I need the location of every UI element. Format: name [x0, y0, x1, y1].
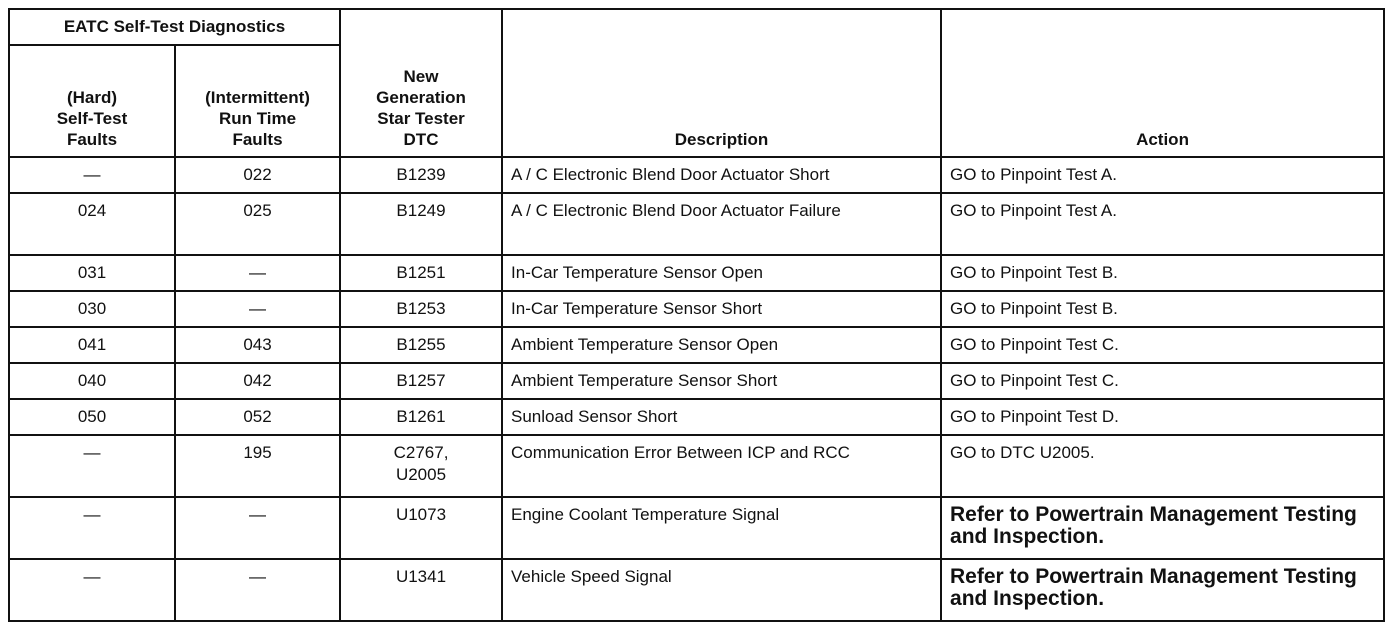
dtc-cell — [340, 435, 502, 497]
action-cell: GO to DTC U2005. — [941, 435, 1384, 497]
dtc-header-line: New — [403, 67, 439, 86]
description-cell: Engine Coolant Temperature Signal — [502, 497, 941, 559]
table-row — [9, 399, 1384, 435]
hard-faults-column-header — [9, 45, 175, 157]
dtc-line: C2767, — [393, 443, 449, 462]
intermittent-fault-cell: 022 — [175, 157, 340, 193]
intermittent-fault-cell: — — [175, 497, 340, 559]
description-cell: In-Car Temperature Sensor Short — [502, 291, 941, 327]
hard-fault-cell: — — [9, 497, 175, 559]
intermittent-fault-cell: 025 — [175, 193, 340, 255]
hard-header-line: Faults — [66, 130, 118, 149]
description-cell: Ambient Temperature Sensor Open — [502, 327, 941, 363]
description-cell: In-Car Temperature Sensor Open — [502, 255, 941, 291]
hard-fault-cell: 050 — [9, 399, 175, 435]
hard-fault-cell: 040 — [9, 363, 175, 399]
eatc-diagnostics-table — [8, 8, 1385, 622]
table-row — [9, 193, 1384, 255]
dtc-header-line: Star Tester — [377, 109, 465, 128]
dtc-cell: B1239 — [340, 157, 502, 193]
intermittent-header-line: Run Time — [218, 109, 297, 128]
table-row — [9, 497, 1384, 559]
dtc-column-header — [340, 9, 502, 157]
hard-fault-cell: 030 — [9, 291, 175, 327]
hard-fault-cell: 031 — [9, 255, 175, 291]
dtc-cell: B1251 — [340, 255, 502, 291]
table-row — [9, 157, 1384, 193]
table-row — [9, 291, 1384, 327]
dtc-cell: U1341 — [340, 559, 502, 621]
action-cell: GO to Pinpoint Test C. — [941, 327, 1384, 363]
dtc-line: U2005 — [395, 465, 447, 484]
description-cell: Vehicle Speed Signal — [502, 559, 941, 621]
action-cell: GO to Pinpoint Test C. — [941, 363, 1384, 399]
action-cell: Refer to Powertrain Management Testing and Inspection. — [941, 497, 1384, 559]
hard-header-line: (Hard) — [66, 88, 118, 107]
dtc-header-line: DTC — [403, 130, 439, 149]
intermittent-header-line: Faults — [232, 130, 283, 149]
action-cell: GO to Pinpoint Test A. — [941, 193, 1384, 255]
dtc-cell: B1255 — [340, 327, 502, 363]
description-cell: Sunload Sensor Short — [502, 399, 941, 435]
hard-header-line: Self-Test — [56, 109, 128, 128]
action-column-header: Action — [941, 9, 1384, 157]
action-cell: Refer to Powertrain Management Testing and Inspection. — [941, 559, 1384, 621]
hard-fault-cell: — — [9, 435, 175, 497]
intermittent-fault-cell: — — [175, 559, 340, 621]
intermittent-fault-cell: 043 — [175, 327, 340, 363]
intermittent-fault-cell: 042 — [175, 363, 340, 399]
table-row — [9, 559, 1384, 621]
intermittent-fault-cell: 195 — [175, 435, 340, 497]
action-cell: GO to Pinpoint Test B. — [941, 291, 1384, 327]
dtc-cell: U1073 — [340, 497, 502, 559]
hard-fault-cell: 024 — [9, 193, 175, 255]
table-row — [9, 327, 1384, 363]
description-cell: A / C Electronic Blend Door Actuator Failure — [502, 193, 941, 255]
intermittent-header-line: (Intermittent) — [205, 88, 310, 107]
table-row — [9, 255, 1384, 291]
description-column-header: Description — [502, 9, 941, 157]
action-cell: GO to Pinpoint Test B. — [941, 255, 1384, 291]
dtc-cell: B1261 — [340, 399, 502, 435]
action-cell: GO to Pinpoint Test A. — [941, 157, 1384, 193]
intermittent-faults-column-header — [175, 45, 340, 157]
intermittent-fault-cell: 052 — [175, 399, 340, 435]
eatc-group-header: EATC Self-Test Diagnostics — [9, 9, 340, 45]
hard-fault-cell: — — [9, 559, 175, 621]
dtc-header-line: Generation — [376, 88, 466, 107]
action-cell: GO to Pinpoint Test D. — [941, 399, 1384, 435]
dtc-cell: B1257 — [340, 363, 502, 399]
table-row — [9, 363, 1384, 399]
dtc-cell: B1253 — [340, 291, 502, 327]
table-row — [9, 435, 1384, 497]
description-cell: Communication Error Between ICP and RCC — [502, 435, 941, 497]
intermittent-fault-cell: — — [175, 255, 340, 291]
description-cell: A / C Electronic Blend Door Actuator Short — [502, 157, 941, 193]
description-cell: Ambient Temperature Sensor Short — [502, 363, 941, 399]
hard-fault-cell: — — [9, 157, 175, 193]
dtc-cell: B1249 — [340, 193, 502, 255]
hard-fault-cell: 041 — [9, 327, 175, 363]
header-group-row — [9, 9, 1384, 45]
intermittent-fault-cell: — — [175, 291, 340, 327]
